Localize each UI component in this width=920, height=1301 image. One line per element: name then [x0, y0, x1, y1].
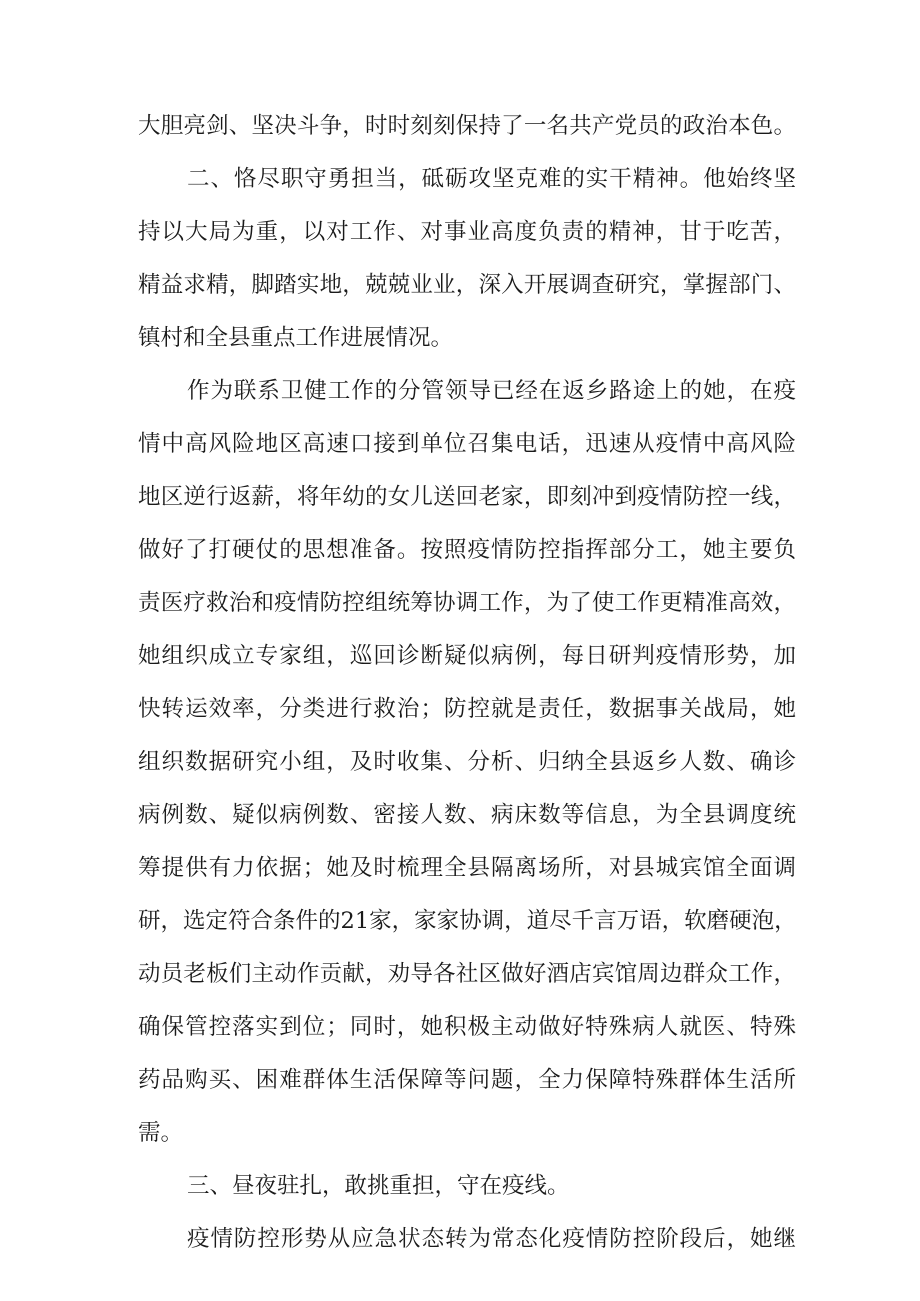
- text-line: 作为联系卫健工作的分管领导已经在返乡路途上的她，在疫: [187, 378, 796, 404]
- text-line: 责医疗救治和疫情防控组统筹协调工作，为了使工作更精准高效，: [138, 590, 796, 616]
- text-line: 需。: [138, 1120, 184, 1146]
- text-line: 疫情防控形势从应急状态转为常态化疫情防控阶段后，她继: [187, 1226, 796, 1252]
- text-line: 二、恪尽职守勇担当，砥砺攻坚克难的实干精神。他始终坚: [187, 166, 796, 192]
- text-line: 组织数据研究小组，及时收集、分析、归纳全县返乡人数、确诊: [138, 749, 796, 775]
- text-line: 筹提供有力依据；她及时梳理全县隔离场所，对县城宾馆全面调: [138, 855, 796, 881]
- text-line: 病例数、疑似病例数、密接人数、病床数等信息，为全县调度统: [138, 802, 796, 828]
- text-line: 确保管控落实到位；同时，她积极主动做好特殊病人就医、特殊: [138, 1014, 796, 1040]
- text-line: 动员老板们主动作贡献，劝导各社区做好酒店宾馆周边群众工作，: [138, 961, 796, 987]
- text-line: 地区逆行返薪，将年幼的女儿送回老家，即刻冲到疫情防控一线，: [138, 484, 796, 510]
- text-line: 精益求精，脚踏实地，兢兢业业，深入开展调查研究，掌握部门、: [138, 272, 796, 298]
- text-line: 做好了打硬仗的思想准备。按照疫情防控指挥部分工，她主要负: [138, 537, 796, 563]
- text-line: 大胆亮剑、坚决斗争，时时刻刻保持了一名共产党员的政治本色。: [138, 113, 796, 139]
- text-line: 研，选定符合条件的21家，家家协调，道尽千言万语，软磨硬泡，: [138, 908, 797, 934]
- text-line: 药品购买、困难群体生活保障等问题，全力保障特殊群体生活所: [138, 1067, 796, 1093]
- text-line: 持以大局为重，以对工作、对事业高度负责的精神，甘于吃苦，: [138, 219, 796, 245]
- text-line: 她组织成立专家组，巡回诊断疑似病例，每日研判疫情形势，加: [138, 643, 796, 669]
- text-line: 镇村和全县重点工作进展情况。: [138, 325, 454, 351]
- text-line: 快转运效率，分类进行救治；防控就是责任，数据事关战局，她: [138, 696, 796, 722]
- text-line: 情中高风险地区高速口接到单位召集电话，迅速从疫情中高风险: [138, 431, 796, 457]
- section-heading: 三、昼夜驻扎，敢挑重担，守在疫线。: [187, 1173, 570, 1199]
